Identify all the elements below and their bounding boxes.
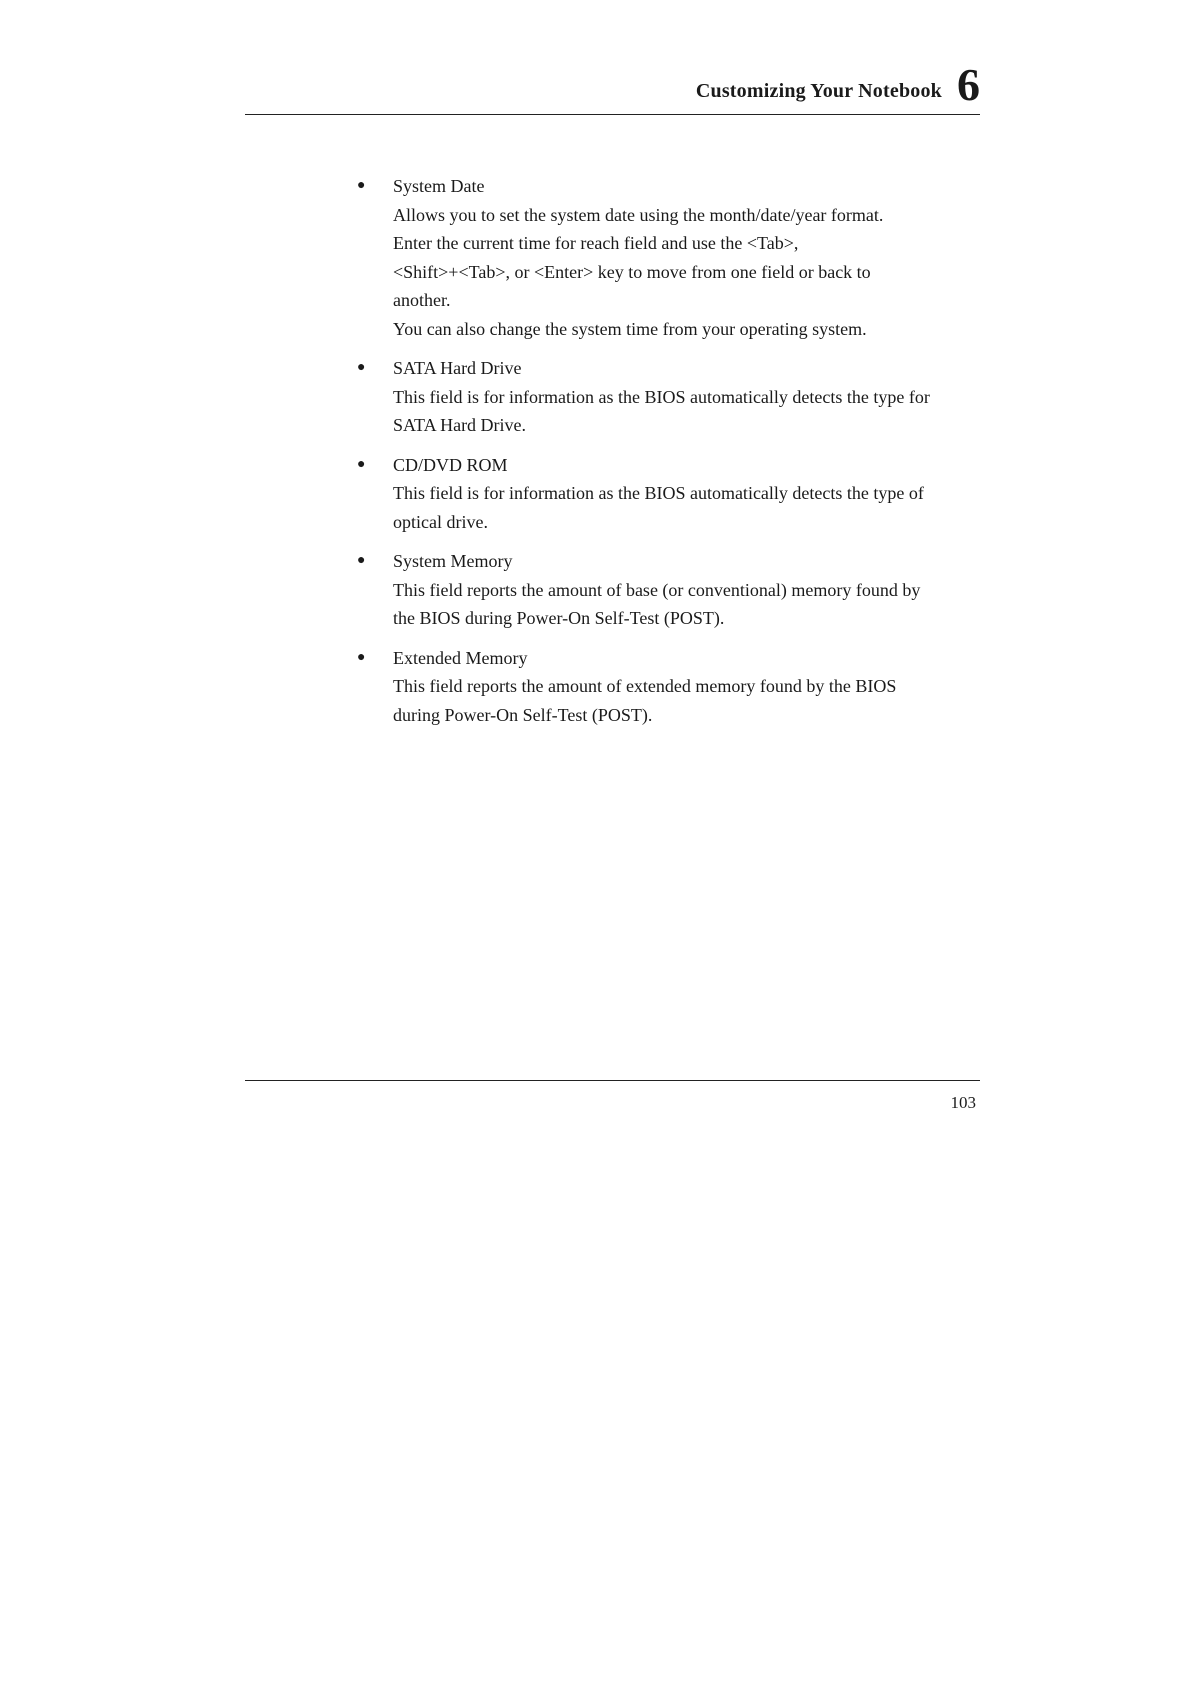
chapter-number: 6 (957, 59, 980, 110)
item-title: Extended Memory (393, 647, 528, 668)
item-description-line: another. (393, 290, 451, 310)
bullet-icon: ● (357, 649, 366, 665)
item-description-line: the BIOS during Power-On Self-Test (POST). (393, 608, 725, 628)
item-description-line: This field reports the amount of extended memory found by the BIOS (393, 676, 897, 696)
header-rule (245, 114, 980, 115)
item-title: System Date (393, 176, 485, 196)
item-description-line: during Power-On Self-Test (POST). (393, 704, 653, 725)
bios-field-list (355, 172, 985, 740)
item-description-line: This field reports the amount of base (or conventional) memory found by (393, 579, 921, 600)
bullet-icon: ● (357, 456, 366, 472)
footer-rule (245, 1080, 980, 1081)
item-description-line: Enter the current time for reach field and use the <Tab>, (393, 233, 799, 253)
list-item-system-date (355, 172, 985, 343)
page-number: 103 (950, 1093, 976, 1112)
item-description-line: <Shift>+<Tab>, or <Enter> key to move from one field or back to (393, 261, 871, 282)
list-item-sata-hard-drive (355, 354, 985, 440)
list-item-system-memory (355, 547, 985, 633)
page-header (245, 58, 980, 114)
bullet-icon: ● (357, 360, 366, 375)
item-description-line: optical drive. (393, 511, 488, 532)
chapter-title: Customizing Your Notebook (695, 80, 942, 102)
item-title: System Memory (393, 551, 513, 571)
bullet-icon: ● (357, 178, 366, 193)
item-description-line: Allows you to set the system date using the month/date/year format. (393, 204, 884, 225)
item-description-line: SATA Hard Drive. (393, 415, 527, 435)
item-title: SATA Hard Drive (393, 358, 522, 378)
item-description-line: You can also change the system time from your operating system. (393, 318, 867, 339)
item-description-line: This field is for information as the BIOS automatically detects the type of (393, 483, 924, 503)
list-item-cd-dvd-rom (355, 451, 985, 537)
list-item-extended-memory (355, 644, 985, 730)
item-description-line: This field is for information as the BIOS automatically detects the type for (393, 386, 930, 407)
bullet-icon: ● (357, 553, 366, 568)
item-title: CD/DVD ROM (393, 454, 508, 475)
